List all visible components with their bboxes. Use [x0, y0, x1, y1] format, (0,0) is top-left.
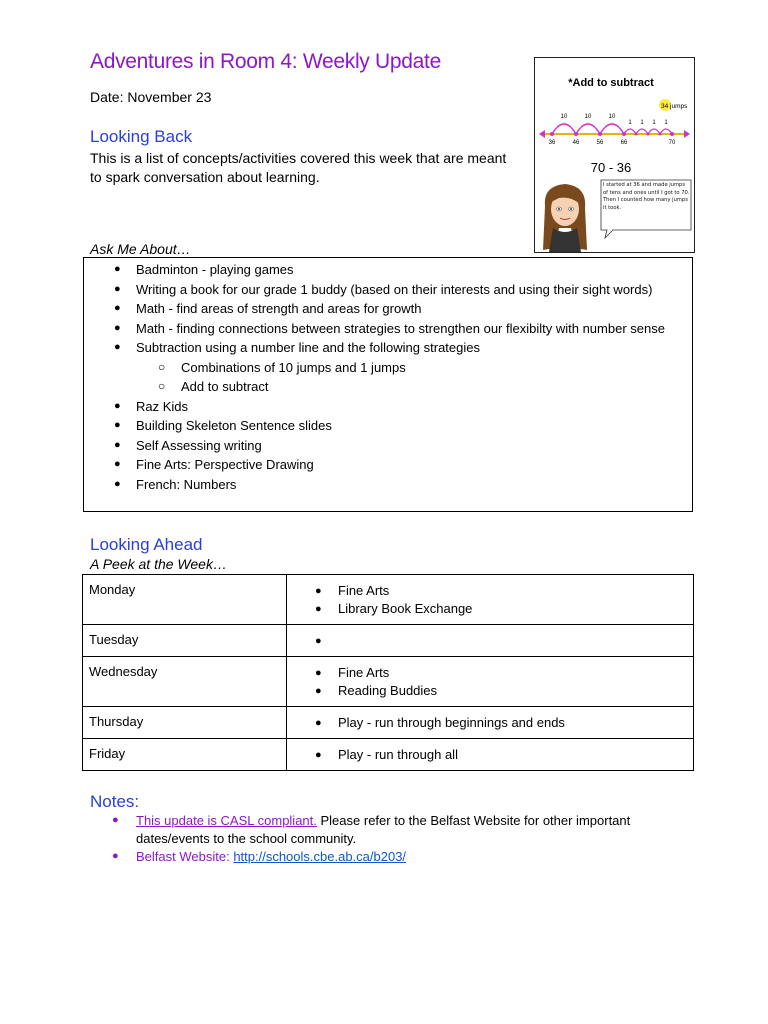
- date-line: Date: November 23: [90, 89, 212, 105]
- list-item: ● This update is CASL compliant. Please refer to the Belfast Website for other important dates/events to the school community.: [112, 813, 631, 846]
- list-item: ● Belfast Website: http://schools.cbe.ab.ca/b203/: [112, 849, 407, 864]
- looking-ahead-heading: Looking Ahead: [90, 535, 203, 554]
- casl-note-text: Please refer to the Belfast Website for other important dates/events to the school community.: [136, 813, 631, 846]
- list-item: ● Subtraction using a number line and the following strategies: [114, 340, 480, 355]
- jumps-badge: 34 jumps: [661, 103, 688, 110]
- jump-label-4: 1: [628, 120, 632, 126]
- activities-cell: [287, 575, 694, 625]
- list-item: ● Math - finding connections between strategies to strengthen our flexibilty with number sense: [114, 320, 665, 336]
- tick-label-36: 36: [548, 140, 556, 146]
- week-table: [82, 574, 694, 771]
- table-row: [83, 657, 694, 707]
- casl-link[interactable]: This update is CASL compliant.: [136, 813, 317, 828]
- jump-arc-3: [600, 124, 624, 134]
- list-item: ● Reading Buddies: [315, 683, 438, 698]
- ask-me-heading: Ask Me About…: [90, 241, 191, 257]
- ask-me-box: [83, 257, 693, 512]
- add-to-subtract-figure: [534, 57, 695, 253]
- activities-cell: [287, 657, 694, 707]
- looking-back-heading: Looking Back: [90, 127, 193, 146]
- list-item: ● Fine Arts: [315, 665, 390, 680]
- jump-label-2: 10: [584, 114, 592, 120]
- list-item: ● Writing a book for our grade 1 buddy (based on their interests and using their sight words): [114, 281, 653, 297]
- list-item: ● Play - run through beginnings and ends: [315, 715, 565, 730]
- day-cell: Monday: [83, 575, 287, 625]
- tick-label-70: 70: [668, 140, 676, 146]
- figure-title: *Add to subtract: [568, 77, 654, 89]
- table-row: [83, 707, 694, 739]
- jump-label-3: 10: [608, 114, 616, 120]
- list-item: ● Building Skeleton Sentence slides: [114, 418, 332, 433]
- looking-back-description: This is a list of concepts/activities covered this week that are meant to spark conversation about learning.: [90, 150, 507, 185]
- jump-label-7: 1: [664, 120, 668, 126]
- activities-cell: [287, 707, 694, 739]
- tick-label-66: 66: [620, 140, 628, 146]
- table-row: [83, 575, 694, 625]
- belfast-website-link[interactable]: http://schools.cbe.ab.ca/b203/: [233, 849, 407, 864]
- number-line-left-arrow: [539, 130, 545, 138]
- number-line-right-arrow: [684, 130, 690, 138]
- tick-label-56: 56: [596, 140, 604, 146]
- activities-cell: ●: [287, 625, 694, 657]
- list-item: ● Fine Arts: [315, 583, 390, 598]
- notes-list: [90, 812, 690, 867]
- day-cell: Friday: [83, 739, 287, 771]
- list-item: ● Raz Kids: [114, 398, 189, 414]
- ask-me-list: [84, 260, 692, 494]
- speech-text: I started at 36 and made jumps of tens and ones until I got to 70. Then I counted how many jumps it took.: [603, 182, 690, 211]
- activities-cell: [287, 739, 694, 771]
- jump-arc-1: [552, 124, 576, 134]
- jump-label-6: 1: [652, 120, 656, 126]
- jump-arc-2: [576, 124, 600, 134]
- list-item: ● Play - run through all: [315, 747, 458, 762]
- list-item: ● French: Numbers: [114, 476, 237, 492]
- list-item: ● Badminton - playing games: [114, 262, 294, 277]
- table-row: [83, 625, 694, 657]
- list-item: ● Library Book Exchange: [315, 601, 473, 616]
- list-item: ● Self Assessing writing: [114, 437, 262, 453]
- girl-avatar: [543, 184, 587, 252]
- page-title: Adventures in Room 4: Weekly Update: [90, 50, 441, 73]
- tick-label-46: 46: [572, 140, 580, 146]
- sub-list-item: ○ Add to subtract: [158, 379, 269, 394]
- peek-at-week-heading: A Peek at the Week…: [90, 556, 227, 572]
- jump-label-5: 1: [640, 120, 644, 126]
- day-cell: Tuesday: [83, 625, 287, 657]
- list-item: ● Fine Arts: Perspective Drawing: [114, 457, 314, 472]
- list-item: ● Math - find areas of strength and areas for growth: [114, 301, 422, 316]
- table-row: [83, 739, 694, 771]
- number-line-illustration: [535, 58, 694, 252]
- website-label: Belfast Website:: [136, 849, 234, 864]
- notes-heading: Notes:: [90, 792, 140, 811]
- figure-expression: 70 - 36: [590, 160, 632, 175]
- sub-list-item: ○ Combinations of 10 jumps and 1 jumps: [158, 359, 406, 375]
- jump-label-1: 10: [560, 114, 568, 120]
- day-cell: Wednesday: [83, 657, 287, 707]
- day-cell: Thursday: [83, 707, 287, 739]
